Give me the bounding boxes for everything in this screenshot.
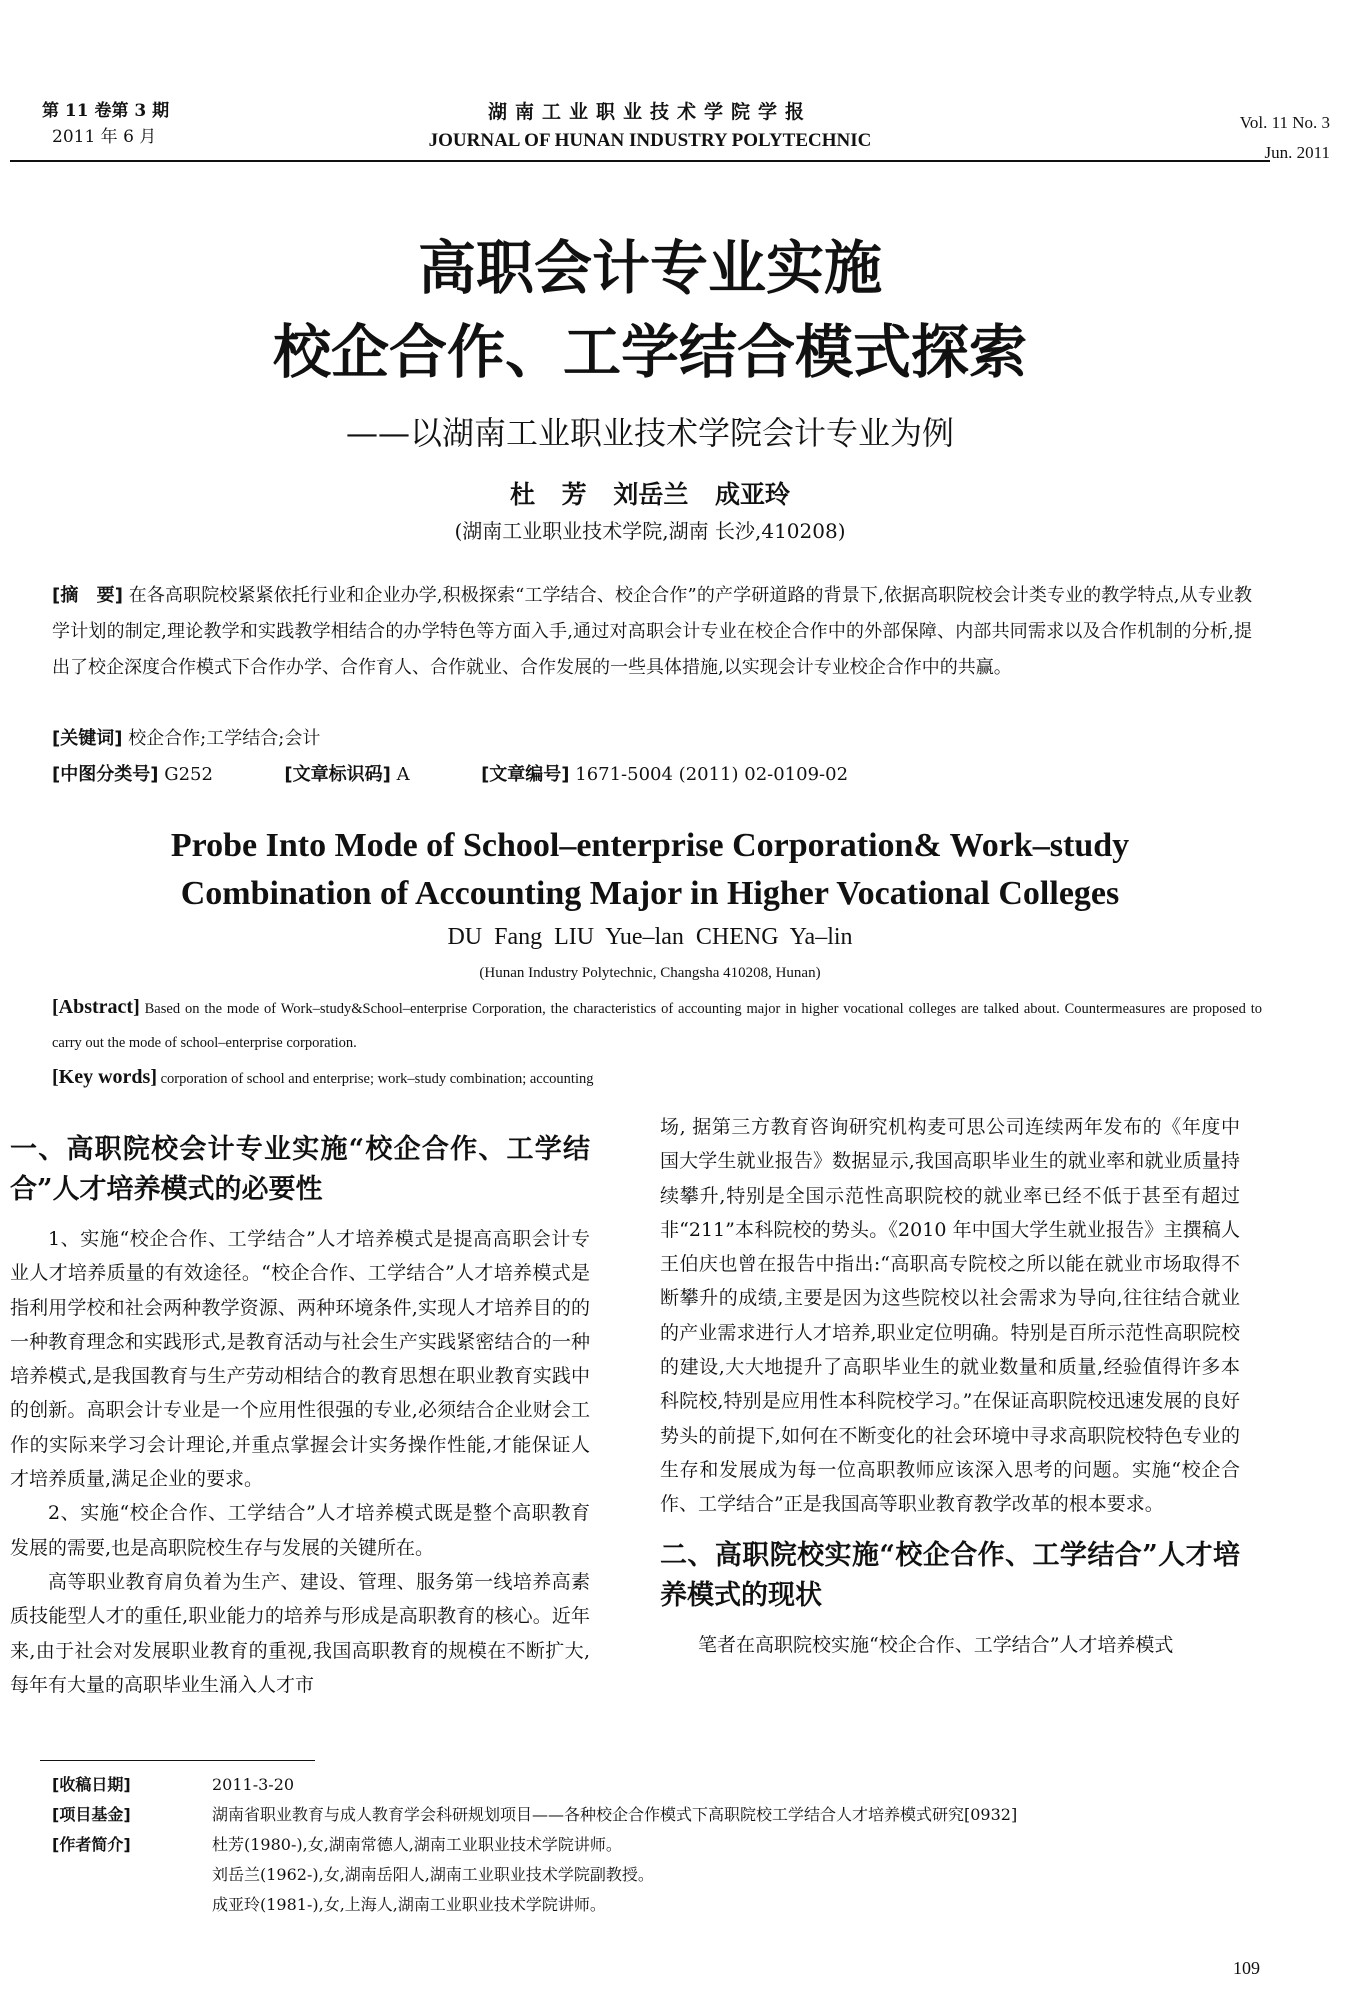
english-keywords-label: [Key words] [52,1066,157,1088]
english-abstract [52,990,1262,1060]
author-bio-label: [作者简介] [52,1835,131,1854]
author-bio-2: 刘岳兰(1962-),女,湖南岳阳人,湖南工业职业技术学院副教授。 [212,1865,654,1884]
english-title-line-1: Probe Into Mode of School–enterprise Corporation& Work–study [170,827,1130,864]
page-title [0,226,1300,394]
date-cn: 2011 年 6 月 [52,127,157,147]
journal-name-en: JOURNAL OF HUNAN INDUSTRY POLYTECHNIC [428,130,872,151]
clc-label: [中图分类号] [52,764,159,785]
body-right-column [660,1110,1240,1662]
paragraph: 笔者在高职院校实施“校企合作、工学结合”人才培养模式 [698,1633,1174,1656]
header-right [1100,108,1330,168]
keywords-cn [52,722,1252,756]
section-2-heading: 二、高职院校实施“校企合作、工学结合”人才培养模式的现状 [660,1539,1240,1611]
authors: 杜 芳 刘岳兰 成亚玲 [509,480,791,509]
article-id-label: [文章编号] [481,764,570,785]
author-bio-1: 杜芳(1980-),女,湖南常德人,湖南工业职业技术学院讲师。 [212,1835,622,1854]
fund-value: 湖南省职业教育与成人教育学会科研规划项目——各种校企合作模式下高职院校工学结合人才培养模式研究[0932] [212,1805,1018,1824]
english-keywords-text: corporation of school and enterprise; work–study combination; accounting [160,1071,594,1087]
header-left [42,98,169,150]
author-bio-3: 成亚玲(1981-),女,上海人,湖南工业职业技术学院讲师。 [212,1895,606,1914]
paragraph: 1、实施“校企合作、工学结合”人才培养模式是提高高职会计专业人才培养质量的有效途径。“校企合作、工学结合”人才培养模式是指利用学校和社会两种教学资源、两种环境条件,实现人才培养目的的一种教育理念和实践形式,是教育活动与社会生产实践紧密结合的一种培养模式,是我国教育与生产劳动相结合的教育思想在职业教育实践中的创新。高职会计专业是一个应用性很强的专业,必须结合企业财会工作的实际来学习会计理论,并重点掌握会计实务操作性能,才能保证人才培养质量,满足企业的要求。 [10,1228,590,1491]
article-id-value: 1671-5004 (2011) 02-0109-02 [575,764,849,785]
keywords-text: 校企合作;工学结合;会计 [128,728,321,749]
volume-en: Vol. 11 No. 3 [1239,113,1330,132]
english-authors: DU Fang LIU Yue–lan CHENG Ya–lin [447,924,853,950]
paragraph: 场, 据第三方教育咨询研究机构麦可思公司连续两年发布的《年度中国大学生就业报告》数据显示,我国高职毕业生的就业率和就业质量持续攀升,特别是全国示范性高职院校的就业率已经不低于甚至有超过非“211”本科院校的势头。《2010 年中国大学生就业报告》主撰稿人王伯庆也曾在报告中指出:“高职高专院校之所以能在就业市场取得不断攀升的成绩,主要是因为这些院校以社会需求为导向,往往结合就业的产业需求进行人才培养,职业定位明确。特别是百所示范性高职院校的建设,大大地提升了高职毕业生的就业数量和质量,经验值得许多本科院校,特别是应用性本科院校学习。”在保证高职院校迅速发展的良好势头的前提下,如何在不断变化的社会环境中寻求高职院校特色专业的生存和发展成为每一位高职教师应该深入思考的问题。实施“校企合作、工学结合”正是我国高等职业教育教学改革的根本要求。 [660,1116,1240,1516]
doc-code-label: [文章标识码] [284,764,391,785]
page-subtitle: ——以湖南工业职业技术学院会计专业为例 [345,414,954,452]
fund-label: [项目基金] [52,1805,131,1824]
page-number: 109 [1233,1958,1260,1978]
title-line-1: 高职会计专业实施 [417,234,882,302]
clc-value: G252 [164,764,213,785]
doc-code-value: A [396,764,410,785]
abstract-label: [摘 要] [52,585,123,606]
date-en: Jun. 2011 [1264,143,1330,162]
title-line-2: 校企合作、工学结合模式探索 [272,318,1027,386]
body-left-column [10,1130,590,1702]
english-abstract-label: [Abstract] [52,996,140,1018]
journal-name-cn: 湖南工业职业技术学院学报 [487,101,812,123]
abstract-text: 在各高职院校紧紧依托行业和企业办学,积极探索“工学结合、校企合作”的产学研道路的背景下,依据高职院校会计类专业的教学特点,从专业教学计划的制定,理论教学和实践教学相结合的办学特色等方面入手,通过对高职会计专业在校企合作中的外部保障、内部共同需求以及合作机制的分析,提出了校企深度合作模式下合作办学、合作育人、合作就业、合作发展的一些具体措施,以实现会计专业校企合作中的共赢。 [52,585,1252,678]
footnote-rule [40,1760,315,1761]
paragraph: 2、实施“校企合作、工学结合”人才培养模式既是整个高职教育发展的需要,也是高职院校生存与发展的关键所在。 [10,1502,590,1559]
header-rule [10,160,1270,162]
footnotes [52,1770,1292,1920]
english-abstract-text: Based on the mode of Work–study&School–enterprise Corporation, the characteristics of accounting major in higher vocational colleges are talked about. Countermeasures are proposed to carry out the mode of school–enterprise corporation. [52,1001,1263,1051]
english-title [0,822,1300,918]
abstract-cn [52,578,1252,686]
english-title-line-2: Combination of Accounting Major in Higher Vocational Colleges [180,875,1120,912]
received-label: [收稿日期] [52,1775,131,1794]
affiliation: (湖南工业职业技术学院,湖南 长沙,410208) [454,519,846,543]
english-keywords [52,1060,1262,1096]
section-1-heading: 一、高职院校会计专业实施“校企合作、工学结合”人才培养模式的必要性 [10,1134,590,1205]
keywords-label: [关键词] [52,728,123,749]
english-affiliation: (Hunan Industry Polytechnic, Changsha 410208, Hunan) [479,965,821,981]
received-value: 2011-3-20 [212,1775,295,1794]
header-center [300,98,1000,156]
paragraph: 高等职业教育肩负着为生产、建设、管理、服务第一线培养高素质技能型人才的重任,职业能力的培养与形成是高职教育的核心。近年来,由于社会对发展职业教育的重视,我国高职教育的规模在不断扩大, 每年有大量的高职毕业生涌入人才市 [10,1570,590,1696]
volume-cn: 第 11 卷第 3 期 [42,101,170,121]
classification-row [52,758,1252,792]
